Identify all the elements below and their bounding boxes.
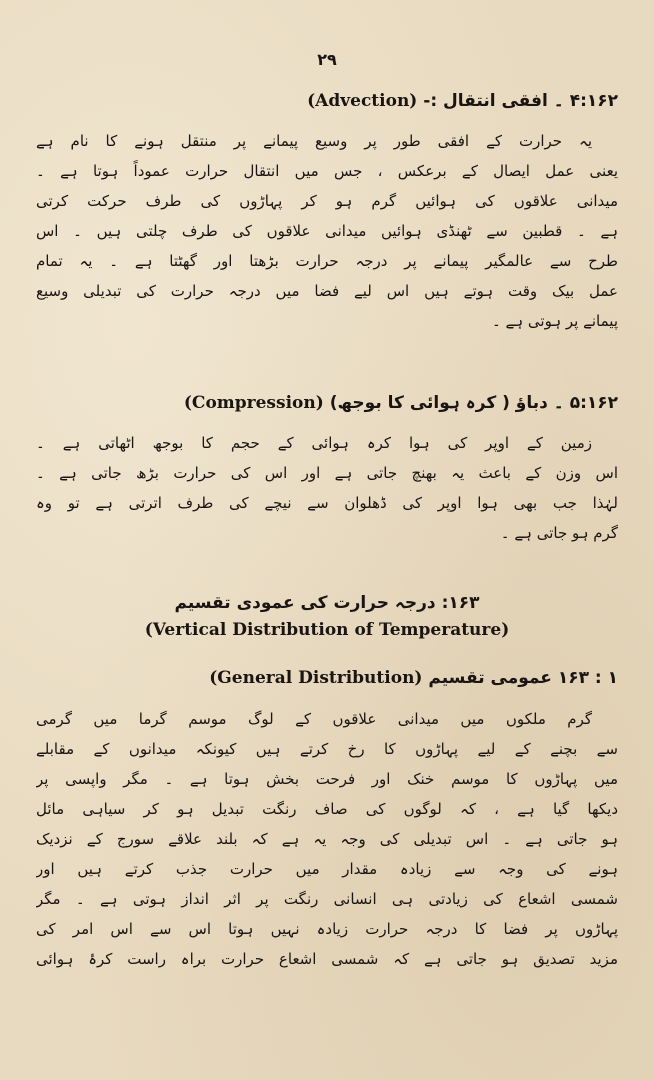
text-line: ہونے کی وجہ سے زیادہ مقدار میں حرارت جذب کرتے ہیں اور [36, 860, 618, 878]
text-line: دیکھا گیا ہے ، کہ لوگوں کی صاف رنگت تبدیل ہو کر سیاہی مائل [36, 800, 618, 818]
text-line: گرم ملکوں میں میدانی علاقوں کے لوگ موسم گرما میں گرمی [36, 710, 592, 728]
chapter-heading-english: (Vertical Distribution of Temperature) [144, 620, 510, 640]
section-title-urdu: دباؤ ( کرہ ہوائی کا بوجھ) [329, 393, 548, 413]
section-title-urdu: عمومی تقسیم [428, 668, 552, 688]
text-line: گرم ہو جاتی ہے ۔ [500, 524, 618, 542]
section-heading-compression: ۵:۱۶۲ ۔ دباؤ ( کرہ ہوائی کا بوجھ) (Compression) [183, 393, 618, 413]
paragraph-compression [36, 428, 618, 548]
text-line: یہ حرارت کے افقی طور پر وسیع پیمانے پر منتقل ہونے کا نام ہے [36, 132, 592, 150]
text-line: اس وزن کے باعث یہ بھنچ جاتی ہے اور اس کی حرارت بڑھ جاتی ہے ۔ [36, 464, 618, 482]
text-line: میں پہاڑوں کا موسم خنک اور فرحت بخش ہوتا ہے ۔ مگر واپسی پر [36, 770, 618, 788]
text-line: سے بچنے کے لیے پہاڑوں کا رخ کرتے ہیں کیونکہ میدانوں کے مقابلے [36, 740, 618, 758]
text-line: طرح سے عالمگیر پیمانے پر درجہ حرارت بڑھتا اور گھٹتا ہے ۔ یہ تمام [36, 252, 618, 270]
text-line: شمسی اشعاع کی زیادتی ہی انسانی رنگت پر اثر انداز ہوتی ہے ۔ مگر [36, 890, 618, 908]
text-line: میدانی علاقوں کی ہوائیں گرم ہو کر پہاڑوں کی طرف حرکت کرتی [36, 192, 618, 210]
text-line: مزید تصدیق ہو جاتی ہے کہ شمسی اشعاع حرارت براہ راست کرۂ ہوائی [36, 950, 618, 968]
text-line: پہاڑوں پر فضا کا درجہ حرارت زیادہ نہیں ہوتا اس سے اس امر کی [36, 920, 618, 938]
text-line: عمل بیک وقت ہوتے ہیں اس لیے فضا میں درجہ حرارت کی تبدیلی وسیع [36, 282, 618, 300]
section-number: ۴:۱۶۲ [569, 91, 618, 111]
text-line: لہٰذا جب بھی ہوا اوپر کی ڈھلوان سے نیچے کی طرف اترتی ہے تو وہ [36, 494, 618, 512]
section-title-english: (General Distribution) [209, 668, 423, 688]
text-line: ہو جاتی ہے ۔ اس تبدیلی کی وجہ یہ ہے کہ بلند علاقے سورج کے نزدیک [36, 830, 618, 848]
text-line: پیمانے پر ہوتی ہے ۔ [491, 312, 618, 330]
paragraph-advection [36, 126, 618, 336]
section-heading-general-distribution [36, 668, 618, 688]
section-title-english: (Advection) [307, 91, 418, 111]
section-title-urdu: افقی انتقال :- [423, 91, 548, 111]
text-line: زمین کے اوپر کی ہوا کرہ ہوائی کے حجم کا بوجھ اٹھاتی ہے ۔ [36, 434, 592, 452]
section-number: ۵:۱۶۲ [569, 393, 618, 413]
text-line: ہے ۔ قطبین سے ٹھنڈی ہوائیں میدانی علاقوں کی طرف چلتی ہیں ۔ اس [36, 222, 618, 240]
chapter-heading-urdu: ۱۶۳: درجہ حرارت کی عمودی تقسیم [174, 593, 480, 613]
paragraph-general-distribution [36, 704, 618, 974]
text-line: یعنی عمل ایصال کے برعکس ، جس میں انتقال حرارت عموداً ہوتا ہے ۔ [36, 162, 618, 180]
section-title-english: (Compression) [183, 393, 324, 413]
page-number: ۲۹ [317, 50, 337, 69]
section-heading-advection: ۴:۱۶۲ ۔ افقی انتقال :- (Advection) [307, 91, 618, 111]
section-number: ۱ : ۱۶۳ [557, 668, 618, 688]
